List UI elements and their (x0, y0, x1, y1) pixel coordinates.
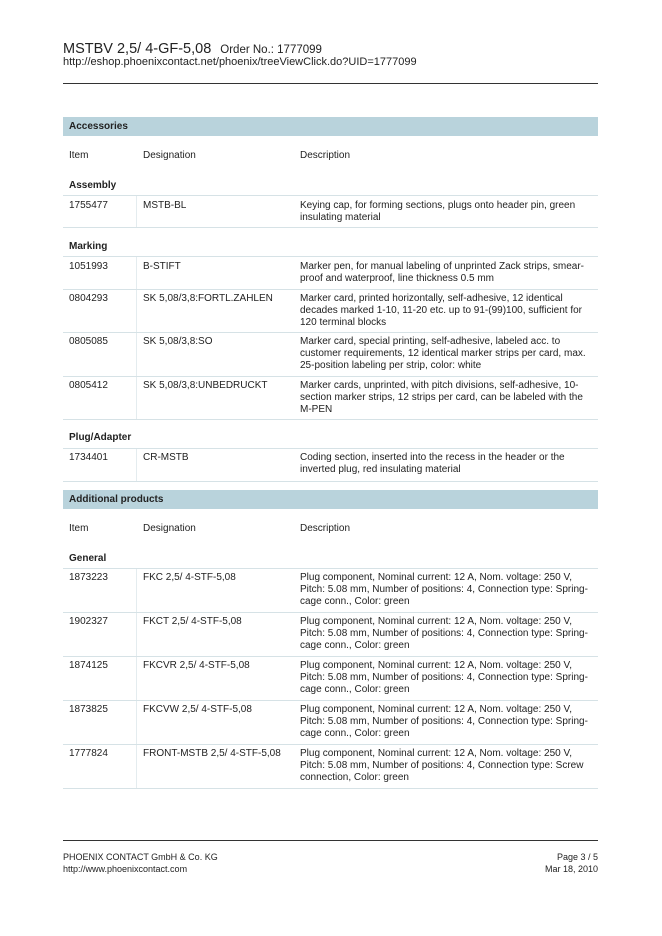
table-row (63, 656, 598, 700)
general-rows (63, 568, 598, 789)
print-date: Mar 18, 2010 (544, 863, 598, 874)
table-row (63, 195, 598, 228)
description: Plug component, Nominal current: 12 A, Nom. voltage: 250 V, Pitch: 5.08 mm, Number of positions: 4, Connection type: Spring-cage conn., Color: green (300, 572, 588, 608)
column-header-description: Description (300, 150, 351, 161)
product-name: MSTBV 2,5/ 4-GF-5,08 (63, 41, 212, 57)
item-number: 1874125 (69, 660, 108, 671)
table-row (63, 700, 598, 744)
column-divider (136, 196, 137, 227)
assembly-rows (63, 195, 598, 228)
column-header-item: Item (69, 150, 89, 161)
company-website[interactable]: http://www.phoenixcontact.com (63, 863, 188, 874)
description: Plug component, Nominal current: 12 A, Nom. voltage: 250 V, Pitch: 5.08 mm, Number of positions: 4, Connection type: Spring-cage conn., Color: green (300, 704, 588, 740)
column-divider (136, 701, 137, 744)
description: Keying cap, for forming sections, plugs onto header pin, green insulating material (300, 200, 576, 224)
designation: FKCVW 2,5/ 4-STF-5,08 (143, 704, 252, 715)
footer-right (545, 852, 598, 875)
footer-left (63, 852, 218, 875)
designation: FKC 2,5/ 4-STF-5,08 (143, 572, 236, 583)
description: Marker pen, for manual labeling of unprinted Zack strips, smear-proof and waterproof, line thickness 0.5 mm (300, 261, 585, 285)
designation: SK 5,08/3,8:FORTL.ZAHLEN (143, 293, 273, 304)
group-heading-plug-adapter: Plug/Adapter (69, 432, 132, 443)
description: Marker card, special printing, self-adhesive, labeled acc. to customer requirements, 12 identical marker strips per card, max. 25-position labeling per strip, color: white (300, 336, 586, 372)
column-divider (136, 377, 137, 419)
column-divider (136, 449, 137, 481)
designation: MSTB-BL (143, 200, 187, 211)
item-number: 1051993 (69, 261, 108, 272)
designation: FRONT-MSTB 2,5/ 4-STF-5,08 (143, 748, 281, 759)
table-row (63, 568, 598, 612)
item-number: 1755477 (69, 200, 108, 211)
description: Marker card, printed horizontally, self-adhesive, 12 identical decades marked 1-10, 11-20 etc. up to 91-(99)100, sufficient for 120 terminal blocks (300, 293, 583, 329)
column-divider (136, 333, 137, 376)
designation: B-STIFT (143, 261, 181, 272)
item-number: 1734401 (69, 452, 108, 463)
item-number: 0805412 (69, 380, 108, 391)
designation: CR-MSTB (143, 452, 189, 463)
column-divider (136, 657, 137, 700)
designation: FKCT 2,5/ 4-STF-5,08 (143, 616, 242, 627)
table-row (63, 289, 598, 332)
item-number: 0804293 (69, 293, 108, 304)
description: Marker cards, unprinted, with pitch divisions, self-adhesive, 10-section marker strips, 12 strips per card, can be labeled with the M-PEN (300, 380, 583, 416)
additional-products-heading: Additional products (63, 490, 598, 509)
description: Plug component, Nominal current: 12 A, Nom. voltage: 250 V, Pitch: 5.08 mm, Number of positions: 4, Connection type: Spring-cage conn., Color: green (300, 616, 588, 652)
item-number: 1873223 (69, 572, 108, 583)
group-heading-assembly: Assembly (69, 180, 117, 191)
column-header-description: Description (300, 523, 351, 534)
description: Plug component, Nominal current: 12 A, Nom. voltage: 250 V, Pitch: 5.08 mm, Number of positions: 4, Connection type: Spring-cage conn., Color: green (300, 660, 588, 696)
order-number: Order No.: 1777099 (220, 44, 322, 56)
designation: SK 5,08/3,8:UNBEDRUCKT (143, 380, 268, 391)
designation: FKCVR 2,5/ 4-STF-5,08 (143, 660, 250, 671)
footer-divider (63, 840, 598, 841)
column-divider (136, 745, 137, 788)
item-number: 0805085 (69, 336, 108, 347)
column-divider (136, 569, 137, 612)
description: Plug component, Nominal current: 12 A, Nom. voltage: 250 V, Pitch: 5.08 mm, Number of positions: 4, Connection type: Screw connection, Color: green (300, 748, 584, 784)
table-row (63, 332, 598, 376)
table-row (63, 448, 598, 482)
header-divider (63, 83, 598, 84)
item-number: 1902327 (69, 616, 108, 627)
column-divider (136, 257, 137, 289)
accessories-heading: Accessories (63, 117, 598, 136)
table-row (63, 376, 598, 420)
column-header-designation: Designation (143, 523, 196, 534)
marking-rows (63, 256, 598, 420)
page-number: Page 3 / 5 (556, 852, 598, 862)
description: Coding section, inserted into the recess in the header or the inverted plug, red insulating material (300, 452, 565, 476)
item-number: 1777824 (69, 748, 108, 759)
item-number: 1873825 (69, 704, 108, 715)
column-header-item: Item (69, 523, 89, 534)
column-divider (136, 290, 137, 332)
table-row (63, 256, 598, 289)
designation: SK 5,08/3,8:SO (143, 336, 213, 347)
table-row (63, 612, 598, 656)
plug-adapter-rows (63, 448, 598, 482)
column-header-designation: Designation (143, 150, 196, 161)
column-divider (136, 613, 137, 656)
product-url[interactable]: http://eshop.phoenixcontact.net/phoenix/treeViewClick.do?UID=1777099 (63, 56, 417, 68)
company-name: PHOENIX CONTACT GmbH & Co. KG (63, 852, 218, 862)
group-heading-general: General (69, 553, 107, 564)
table-row (63, 744, 598, 789)
group-heading-marking: Marking (69, 241, 108, 252)
